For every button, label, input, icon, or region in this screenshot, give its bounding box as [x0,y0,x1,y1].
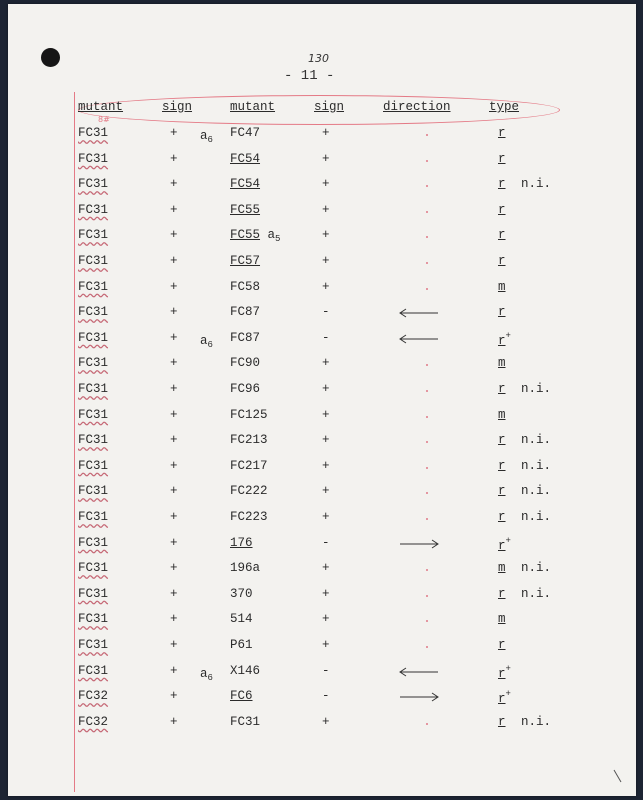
type-value: r [498,305,506,320]
type-cell [498,715,506,729]
sign-2: + [322,714,330,729]
mutant-2 [230,638,253,652]
type-value: r [498,177,506,192]
sign-2: - [322,305,330,320]
mutant-1: FC31 [78,510,109,524]
mutant-2 [230,280,260,294]
type-cell [498,536,511,553]
type-value: r [498,382,506,396]
sign-2: + [322,254,330,268]
mutant-2 [230,254,260,268]
type-value: r [498,666,506,681]
type-value: r [498,151,506,166]
sign-2: + [322,202,330,217]
type-value: r [498,202,506,217]
sign-2: - [322,330,330,345]
direction-dot [426,262,428,264]
type-cell [498,331,511,348]
mutant-1: FC31 [78,458,109,473]
sign-2: + [322,177,330,192]
mutant-2-name: FC87 [230,305,261,320]
direction-dot [426,236,428,238]
direction-dot [426,441,428,443]
sign-1: + [170,458,178,473]
mutant-2 [230,561,260,575]
sign-1: + [170,330,178,345]
mutant-1: FC31 [78,433,109,448]
type-value: m [498,279,506,294]
type-value: m [498,561,506,576]
sign-2: + [322,458,330,473]
mutant-2-subscript: 5 [275,234,281,245]
type-value: r [498,333,506,348]
note-ni: n.i. [521,484,552,499]
type-value: m [498,612,506,627]
margin-annotation: 8# [98,115,110,124]
mutant-2 [230,152,260,166]
mutant-2-name: FC217 [230,458,268,473]
modifier-label: $a_6$ [200,129,213,145]
type-value: r [498,458,506,473]
direction-dot [426,569,428,571]
mutant-2 [230,715,260,729]
mutant-2-name: FC222 [230,484,268,499]
type-superscript: + [505,330,511,341]
modifier-subscript: 6 [207,672,213,683]
mutant-2-name: 196a [230,561,261,576]
type-cell [498,203,506,217]
sign-1: + [170,612,178,627]
type-cell [498,228,506,242]
type-value: r [498,510,506,524]
type-cell [498,382,506,396]
mutant-2 [230,331,260,345]
mutant-2-name: FC58 [230,279,261,294]
type-cell [498,638,506,652]
arrow-left-icon [398,308,440,318]
sign-2: + [322,612,330,627]
mutant-2 [230,433,268,447]
direction-dot [426,211,428,213]
type-cell [498,280,506,294]
document-page [8,4,636,796]
sign-2: - [322,663,330,678]
note-ni: n.i. [521,177,552,192]
sign-1: + [170,586,178,601]
direction-dot [426,416,428,418]
mutant-1: FC31 [78,228,109,243]
punch-hole [41,48,60,67]
mutant-2 [230,484,268,498]
type-cell [498,408,506,422]
type-cell [498,459,506,473]
note-ni: n.i. [521,433,552,448]
sign-1: + [170,151,178,166]
sign-1: + [170,714,178,729]
sign-2: + [322,151,330,166]
mutant-1: FC31 [78,382,109,396]
type-cell [498,433,506,447]
mutant-1: FC32 [78,714,109,729]
mutant-2: FC55 $a_5$ [230,228,281,245]
note-ni: n.i. [521,510,552,524]
corner-mark [614,770,622,783]
direction-dot [426,620,428,622]
sign-1: + [170,305,178,320]
type-cell [498,356,506,370]
modifier-subscript: 6 [207,135,213,145]
sign-1: + [170,510,178,524]
mutant-2 [230,664,260,678]
mutant-2-name: FC213 [230,433,268,448]
direction-dot [426,595,428,597]
page-number: - 11 - [284,68,335,84]
sign-1: + [170,228,178,243]
sign-1: + [170,535,178,550]
sign-2: + [322,561,330,576]
mutant-1: FC31 [78,177,109,192]
mutant-2 [230,408,268,422]
sign-1: + [170,356,178,371]
type-value: r [498,692,506,707]
note-ni: n.i. [521,382,552,396]
sign-2: + [322,356,330,371]
mutant-2 [230,126,260,140]
mutant-2-name: 176 [230,535,253,550]
mutant-1: FC31 [78,407,109,422]
type-cell [498,305,506,319]
type-cell [498,484,506,498]
type-value: r [498,254,506,268]
mutant-1: FC31 [78,151,109,166]
mutant-2-name: FC55 [230,202,261,217]
header-sign-2: sign [314,100,345,114]
sign-1: + [170,382,178,396]
header-mutant-1: mutant [78,100,124,114]
type-value: r [498,714,506,729]
sign-2: + [322,382,330,396]
type-value: r [498,586,506,601]
type-cell [498,152,506,166]
direction-dot [426,723,428,725]
type-superscript: + [505,689,511,700]
mutant-1: FC31 [78,202,109,217]
mutant-2-name: FC31 [230,714,261,729]
mutant-1: FC32 [78,689,109,704]
mutant-2 [230,612,253,626]
type-value: r [498,484,506,499]
header-type: type [489,100,520,114]
arrow-left-icon [398,334,440,344]
direction-dot [426,390,428,392]
mutant-2-name: FC57 [230,254,261,268]
type-value: r [498,126,506,140]
arrow-right-icon [398,539,440,549]
type-value: r [498,638,506,652]
sign-1: + [170,484,178,499]
mutant-2-name: FC6 [230,689,253,704]
direction-dot [426,364,428,366]
type-cell [498,510,506,524]
mutant-2 [230,356,260,370]
sign-2: + [322,126,330,140]
sign-1: + [170,561,178,576]
header-sign-1: sign [162,100,193,114]
mutant-2-name: P61 [230,638,253,652]
sign-1: + [170,663,178,678]
mutant-2-name: FC223 [230,510,268,524]
note-ni: n.i. [521,458,552,473]
type-cell [498,254,506,268]
type-value: r [498,433,506,448]
mutant-2-name: FC90 [230,356,261,371]
handwritten-page-number: 130 [308,52,329,65]
type-cell [498,126,506,140]
type-cell [498,561,506,575]
mutant-2 [230,510,268,524]
type-cell [498,612,506,626]
type-value: m [498,407,506,422]
sign-1: + [170,279,178,294]
mutant-1: FC31 [78,612,109,627]
header-mutant-2: mutant [230,100,276,114]
modifier-label: $a_6$ [200,333,213,350]
note-ni: n.i. [521,561,552,576]
sign-2: + [322,638,330,652]
margin-line [74,92,75,792]
arrow-right-icon [398,692,440,702]
mutant-1: FC31 [78,305,109,320]
direction-dot [426,134,428,136]
note-ni: n.i. [521,586,552,601]
direction-dot [426,492,428,494]
mutant-2-name: X146 [230,663,261,678]
type-value: r [498,228,506,243]
mutant-2 [230,536,253,550]
sign-1: + [170,638,178,652]
note-ni: n.i. [521,714,552,729]
arrow-left-icon [398,667,440,677]
sign-2: + [322,586,330,601]
mutant-2 [230,382,260,396]
sign-2: + [322,484,330,499]
mutant-1: FC31 [78,279,109,294]
sign-1: + [170,254,178,268]
mutant-2-name: FC96 [230,382,261,396]
sign-1: + [170,202,178,217]
mutant-1: FC31 [78,356,109,371]
mutant-2-name: FC54 [230,151,261,166]
type-value: m [498,356,506,371]
mutant-2-name: FC87 [230,330,261,345]
direction-dot [426,160,428,162]
sign-1: + [170,689,178,704]
mutant-1: FC31 [78,330,109,345]
type-cell [498,587,506,601]
type-cell [498,689,511,706]
mutant-2 [230,203,260,217]
sign-1: + [170,126,178,140]
mutant-2-name: FC125 [230,407,268,422]
mutant-1: FC31 [78,126,109,140]
mutant-2 [230,459,268,473]
sign-1: + [170,177,178,192]
type-superscript: + [505,535,511,546]
direction-dot [426,646,428,648]
sign-2: + [322,407,330,422]
type-value: r [498,538,506,553]
mutant-2 [230,177,260,191]
mutant-1: FC31 [78,254,109,268]
sign-2: - [322,535,330,550]
modifier-label: $a_6$ [200,666,213,683]
mutant-1: FC31 [78,663,109,678]
mutant-1: FC31 [78,484,109,499]
direction-dot [426,288,428,290]
sign-2: + [322,279,330,294]
type-cell [498,177,506,191]
sign-2: + [322,433,330,448]
direction-dot [426,467,428,469]
sign-2: + [322,510,330,524]
direction-dot [426,185,428,187]
mutant-2 [230,689,253,703]
mutant-1: FC31 [78,561,109,576]
sign-1: + [170,433,178,448]
mutant-2-name: FC54 [230,177,261,192]
mutant-1: FC31 [78,586,109,601]
sign-2: + [322,228,330,243]
mutant-2-name: FC55 [230,228,261,243]
direction-dot [426,518,428,520]
type-superscript: + [505,663,511,674]
mutant-1: FC31 [78,638,109,652]
mutant-2-name: FC47 [230,126,261,140]
type-cell [498,664,511,681]
mutant-2 [230,587,253,601]
header-direction: direction [383,100,451,114]
mutant-1: FC31 [78,535,109,550]
mutant-2 [230,305,260,319]
mutant-2-name: 370 [230,586,253,601]
mutant-2-name: 514 [230,612,253,627]
sign-2: - [322,689,330,704]
sign-1: + [170,407,178,422]
modifier-subscript: 6 [207,339,213,350]
